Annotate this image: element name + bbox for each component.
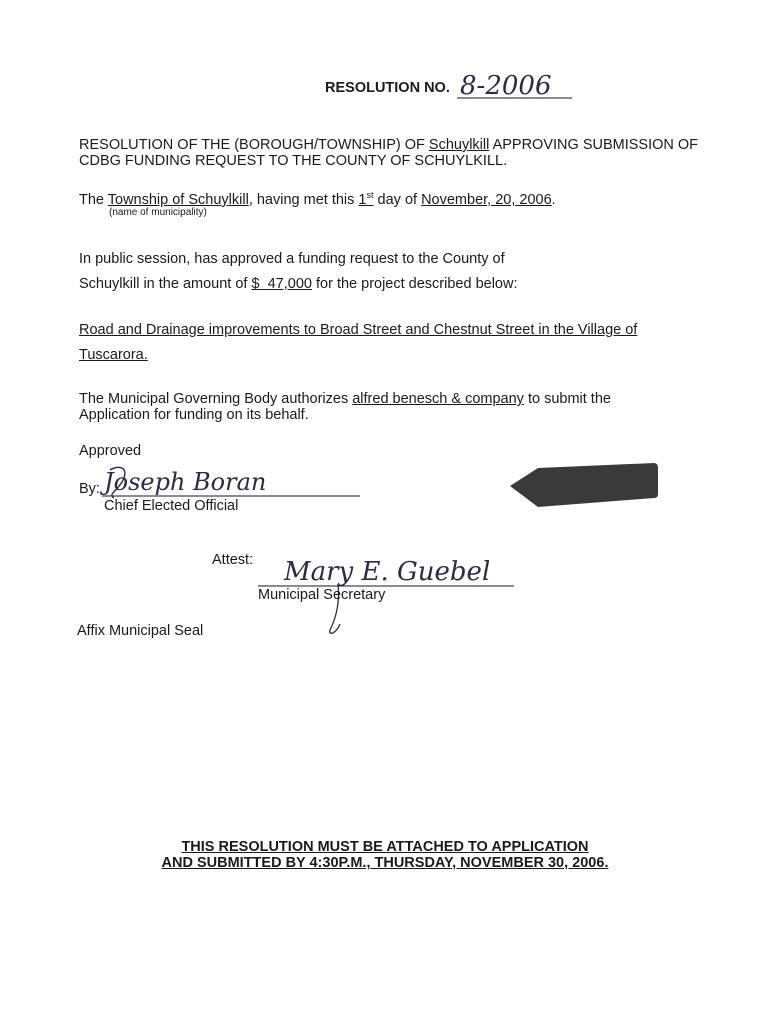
heading-municipality: Schuylkill: [428, 137, 490, 153]
project-description-line1: Road and Drainage improvements to Broad Street and Chestnut Street in the Village of: [79, 322, 638, 338]
by-label: By:: [79, 481, 100, 497]
meeting-date: November, 20, 2006: [421, 191, 552, 208]
resolution-label: RESOLUTION NO.: [325, 80, 450, 96]
funding-amount: $ 47,000: [251, 276, 312, 292]
resolution-number-handwritten: [452, 68, 582, 104]
meeting-the: The: [79, 191, 108, 208]
meeting-day-of: day of: [373, 191, 422, 208]
chief-signature-text: Joseph Boran: [104, 468, 267, 496]
meeting-day: 1st: [358, 190, 374, 208]
approval-text: Schuylkill in the amount of: [79, 276, 252, 292]
resolution-heading-line2: CDBG FUNDING REQUEST TO THE COUNTY OF SCHUYLKILL.: [79, 153, 508, 169]
chief-elected-official-title: Chief Elected Official: [104, 498, 239, 514]
meeting-end: .: [551, 191, 556, 208]
footer-notice-line2: AND SUBMITTED BY 4:30P.M., THURSDAY, NOVEMBER 30, 2006.: [161, 855, 609, 871]
resolution-number-text: 8-2006: [460, 71, 552, 101]
approved-label: Approved: [79, 443, 142, 459]
approval-line1: In public session, has approved a funding request to the County of: [79, 251, 505, 267]
municipal-secretary-title: Municipal Secretary: [258, 587, 386, 603]
authorized-company: alfred benesch & company: [352, 391, 524, 407]
resolution-title: [325, 80, 450, 96]
secretary-signature-text: Mary E. Guebel: [284, 557, 491, 587]
meeting-line: [79, 190, 556, 208]
authorization-line2: Application for funding on its behalf.: [79, 407, 309, 423]
redaction-mark: [508, 460, 660, 510]
approval-text-post: for the project described below:: [311, 276, 518, 292]
heading-text-post: APPROVING SUBMISSION OF: [489, 137, 699, 153]
approval-line2: [79, 276, 518, 292]
authorization-text-post: to submit the: [523, 391, 611, 407]
heading-text: RESOLUTION OF THE (BOROUGH/TOWNSHIP) OF: [79, 137, 429, 153]
resolution-heading-line1: [79, 137, 698, 153]
municipality-name: Township of Schuylkill: [107, 191, 249, 208]
footer-notice-line1: THIS RESOLUTION MUST BE ATTACHED TO APPLICATION: [181, 839, 589, 855]
municipality-caption: (name of municipality): [109, 207, 207, 218]
authorization-text: The Municipal Governing Body authorizes: [79, 391, 353, 407]
attest-label: Attest:: [212, 552, 254, 568]
project-description-line2: Tuscarora.: [79, 347, 148, 363]
authorization-line1: [79, 391, 611, 407]
meeting-mid: , having met this: [248, 191, 359, 208]
municipal-seal-label: Affix Municipal Seal: [77, 623, 204, 639]
